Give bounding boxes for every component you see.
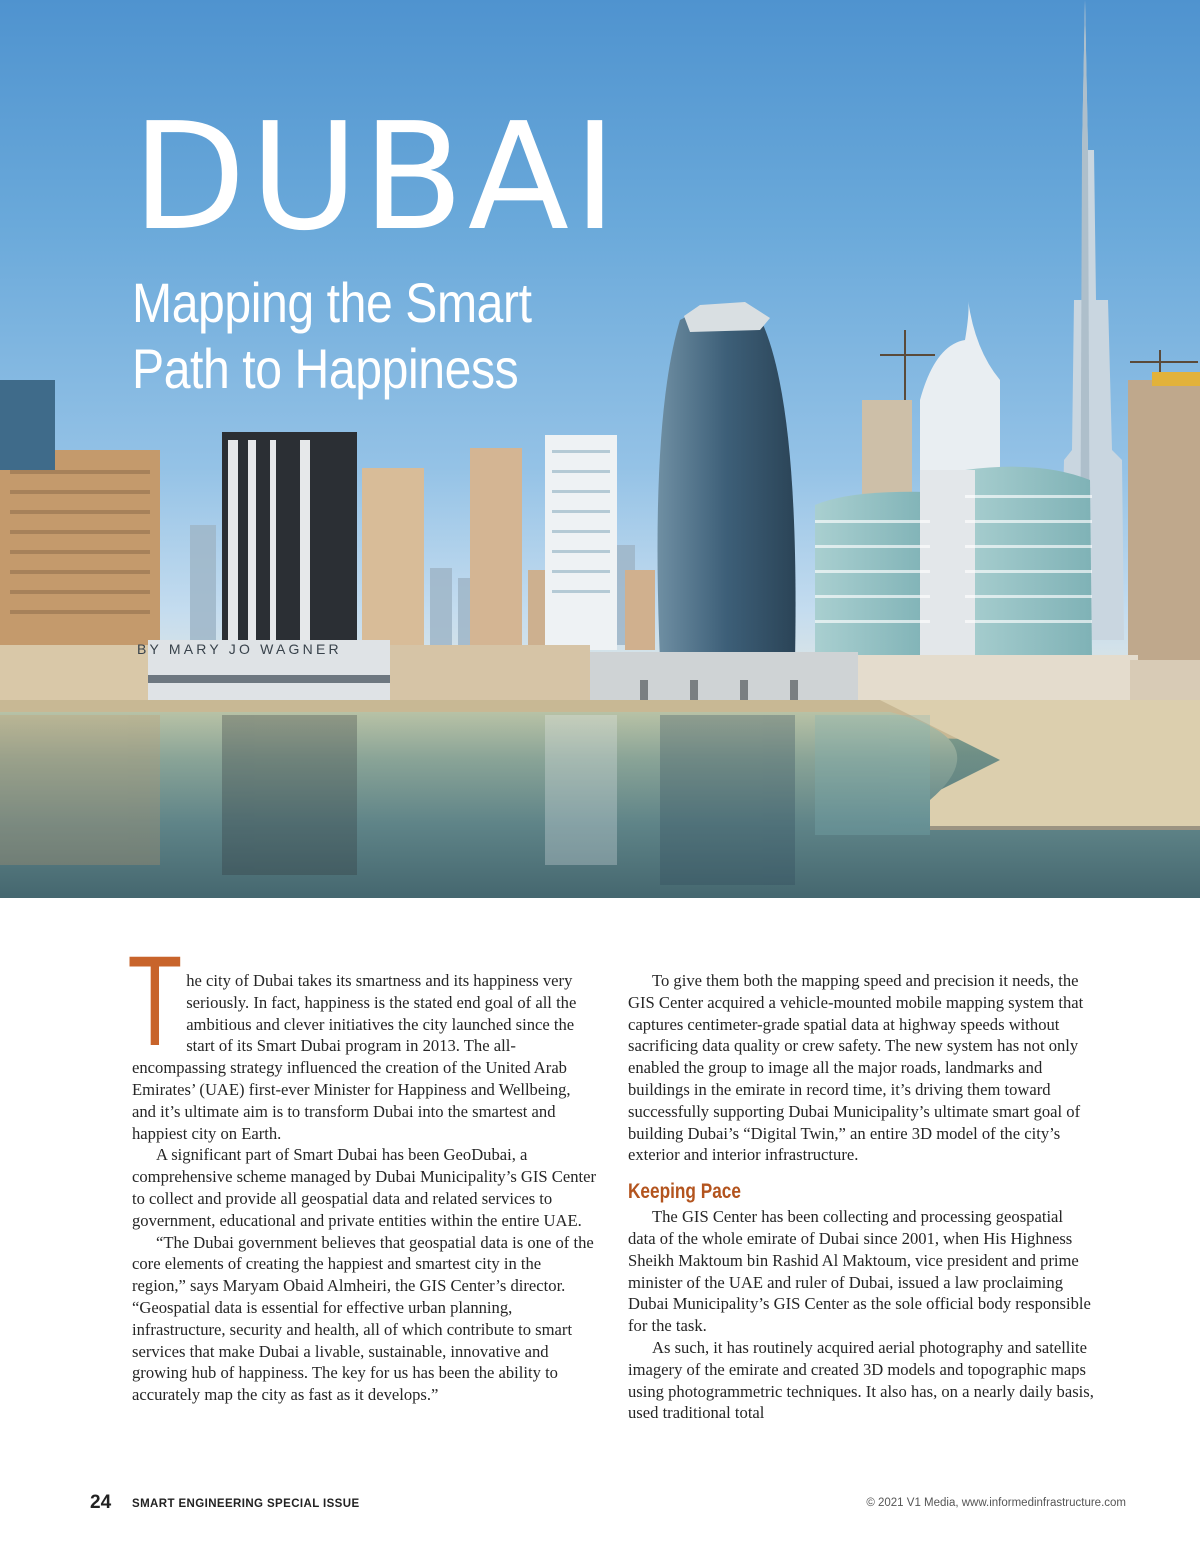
subtitle-line-2: Path to Happiness <box>132 337 519 400</box>
copyright-notice: © 2021 V1 Media, www.informedinfrastructure.com <box>866 1497 1126 1509</box>
article-paragraph: “The Dubai government believes that geospatial data is one of the core elements of creating the happiest and smartest city in the region,” says Maryam Obaid Almheiri, the GIS Center’s director. “Geospatial data is essential for effective urban planning, infrastructure, security and health, all of which contribute to smart services that make Dubai a livable, sustainable, innovative and growing hub of happiness. The key for us has been the ability to accurately map the city as fast as it develops.” <box>132 1232 594 1405</box>
publication-name: SMART ENGINEERING SPECIAL ISSUE <box>132 1498 360 1510</box>
article-paragraph: As such, it has routinely acquired aerial photography and satellite imagery of the emirate and created 3D models and topographic maps using photogrammetric techniques. It also has, on a nearly daily basis, used traditional total <box>628 1337 1094 1423</box>
article-paragraph: To give them both the mapping speed and precision it needs, the GIS Center acquired a vehicle-mounted mobile mapping system that captures centimeter-grade spatial data at highway speeds without sacrificing data quality or crew safety. The new system has not only enabled the group to image all the major roads, landmarks and buildings in the emirate in record time, it’s driving them toward successfully supporting Dubai Municipality’s ultimate smart goal of building Dubai’s “Digital Twin,” an entire 3D model of the city’s exterior and interior infrastructure. <box>628 971 1084 1165</box>
page-subtitle <box>132 270 682 402</box>
subtitle-line-1: Mapping the Smart <box>132 271 532 334</box>
page-title: DUBAI <box>132 91 621 263</box>
article-column-left <box>127 930 598 1406</box>
page-number: 24 <box>90 1492 112 1513</box>
article-paragraph: A significant part of Smart Dubai has been GeoDubai, a comprehensive scheme managed by Dubai Municipality’s GIS Center to collect and provide all geospatial data and related services to government, educational and private entities within the entire UAE. <box>132 1145 597 1230</box>
drop-cap: T <box>127 930 183 1073</box>
page-footer <box>90 1494 1126 1516</box>
section-subhead: Keeping Pace <box>628 1180 741 1204</box>
article-column-right <box>628 970 1094 1424</box>
article-paragraph <box>127 930 598 1144</box>
author-byline: BY MARY JO WAGNER <box>137 641 342 657</box>
article-paragraph: The GIS Center has been collecting and processing geospatial data of the whole emirate of Dubai since 2001, when His Highness Sheikh Maktoum bin Rashid Al Maktoum, vice president and prime minister of the UAE and ruler of Dubai, issued a law proclaiming Dubai Municipality’s GIS Center as the sole official body responsible for the task. <box>628 1207 1091 1336</box>
paragraph-text: he city of Dubai takes its smartness and its happiness very seriously. In fact, happiness is the stated end goal of all the ambitious and clever initiatives the city launched since the start of its Smart Dubai program in 2013. The all-encompassing strategy influenced the creation of the United Arab Emirates’ (UAE) first-ever Minister for Happiness and Wellbeing, and it’s ultimate aim is to transform Dubai into the smartest and happiest city on Earth. <box>132 971 577 1143</box>
